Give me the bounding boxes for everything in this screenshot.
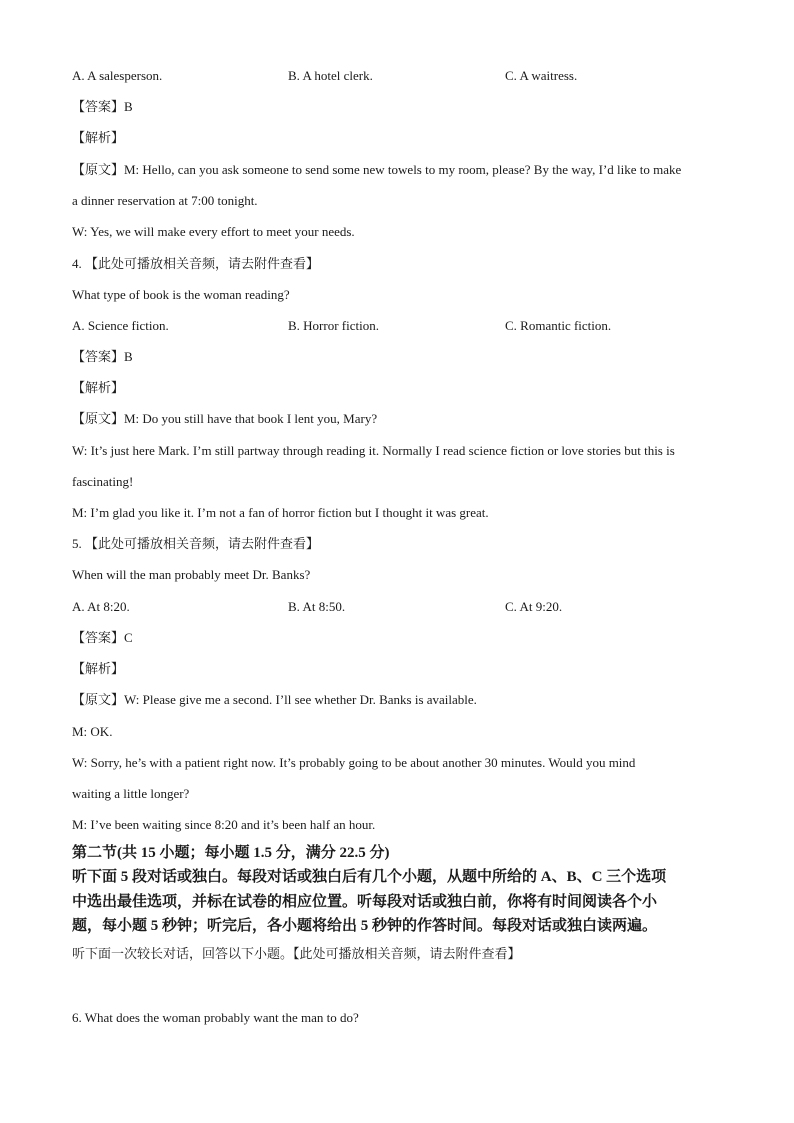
q4-analysis-label: 【解析】 [72, 380, 125, 395]
q4-transcript-line: 【原文】M: Do you still have that book I lent you, Mary? [72, 411, 378, 426]
q4-transcript-line: fascinating! [72, 474, 134, 489]
q4-option-a: A. Science fiction. [72, 318, 169, 333]
q5-transcript-line: 【原文】W: Please give me a second. I’ll see whether Dr. Banks is available. [72, 692, 477, 707]
q5-option-b: B. At 8:50. [288, 599, 346, 614]
q4-title: 4. 【此处可播放相关音频，请去附件查看】 [72, 256, 320, 271]
q4-option-b: B. Horror fiction. [288, 318, 379, 333]
q4-transcript-line: M: I’m glad you like it. I’m not a fan of horror fiction but I thought it was great. [72, 505, 489, 520]
q3-option-c: C. A waitress. [505, 68, 578, 83]
q5-option-a: A. At 8:20. [72, 599, 130, 614]
q3-option-a: A. A salesperson. [72, 68, 163, 83]
q3-analysis-label: 【解析】 [72, 130, 125, 145]
q4-transcript-line: W: It’s just here Mark. I’m still partway through reading it. Normally I read science fiction or love stories but this is [72, 443, 675, 458]
q3-transcript-line: W: Yes, we will make every effort to meet your needs. [72, 224, 355, 239]
q5-transcript-line: M: I’ve been waiting since 8:20 and it’s been half an hour. [72, 817, 376, 832]
q5-analysis-label: 【解析】 [72, 661, 125, 676]
q5-transcript-line: waiting a little longer? [72, 786, 190, 801]
q4-question: What type of book is the woman reading? [72, 287, 290, 302]
q3-transcript-line: a dinner reservation at 7:00 tonight. [72, 193, 258, 208]
section-instructions: 中选出最佳选项，并标在试卷的相应位置。听每段对话或独白前，你将有时间阅读各个小 [72, 894, 658, 910]
q5-answer: 【答案】C [72, 630, 133, 645]
section-instructions: 听下面 5 段对话或独白。每段对话或独白后有几个小题，从题中所给的 A、B、C 三个选项 [72, 869, 667, 885]
q5-question: When will the man probably meet Dr. Banks? [72, 567, 311, 582]
q4-answer: 【答案】B [72, 349, 133, 364]
q3-option-b: B. A hotel clerk. [288, 68, 373, 83]
q5-transcript-line: M: OK. [72, 724, 113, 739]
listening-note: 听下面一次较长对话，回答以下小题。【此处可播放相关音频，请去附件查看】 [72, 946, 521, 961]
q5-option-c: C. At 9:20. [505, 599, 563, 614]
q3-transcript-line: 【原文】M: Hello, can you ask someone to send some new towels to my room, please? By the way, I’d like to make [72, 162, 682, 177]
q4-option-c: C. Romantic fiction. [505, 318, 612, 333]
section-instructions: 题，每小题 5 秒钟；听完后，各小题将给出 5 秒钟的作答时间。每段对话或独白读两遍。 [72, 918, 658, 934]
q6-question: 6. What does the woman probably want the man to do? [72, 1010, 359, 1025]
q5-transcript-line: W: Sorry, he’s with a patient right now. It’s probably going to be about another 30 minutes. Would you mind [72, 755, 636, 770]
section-heading: 第二节(共 15 小题；每小题 1.5 分，满分 22.5 分) [72, 845, 390, 861]
q5-title: 5. 【此处可播放相关音频，请去附件查看】 [72, 536, 320, 551]
q3-answer: 【答案】B [72, 99, 133, 114]
